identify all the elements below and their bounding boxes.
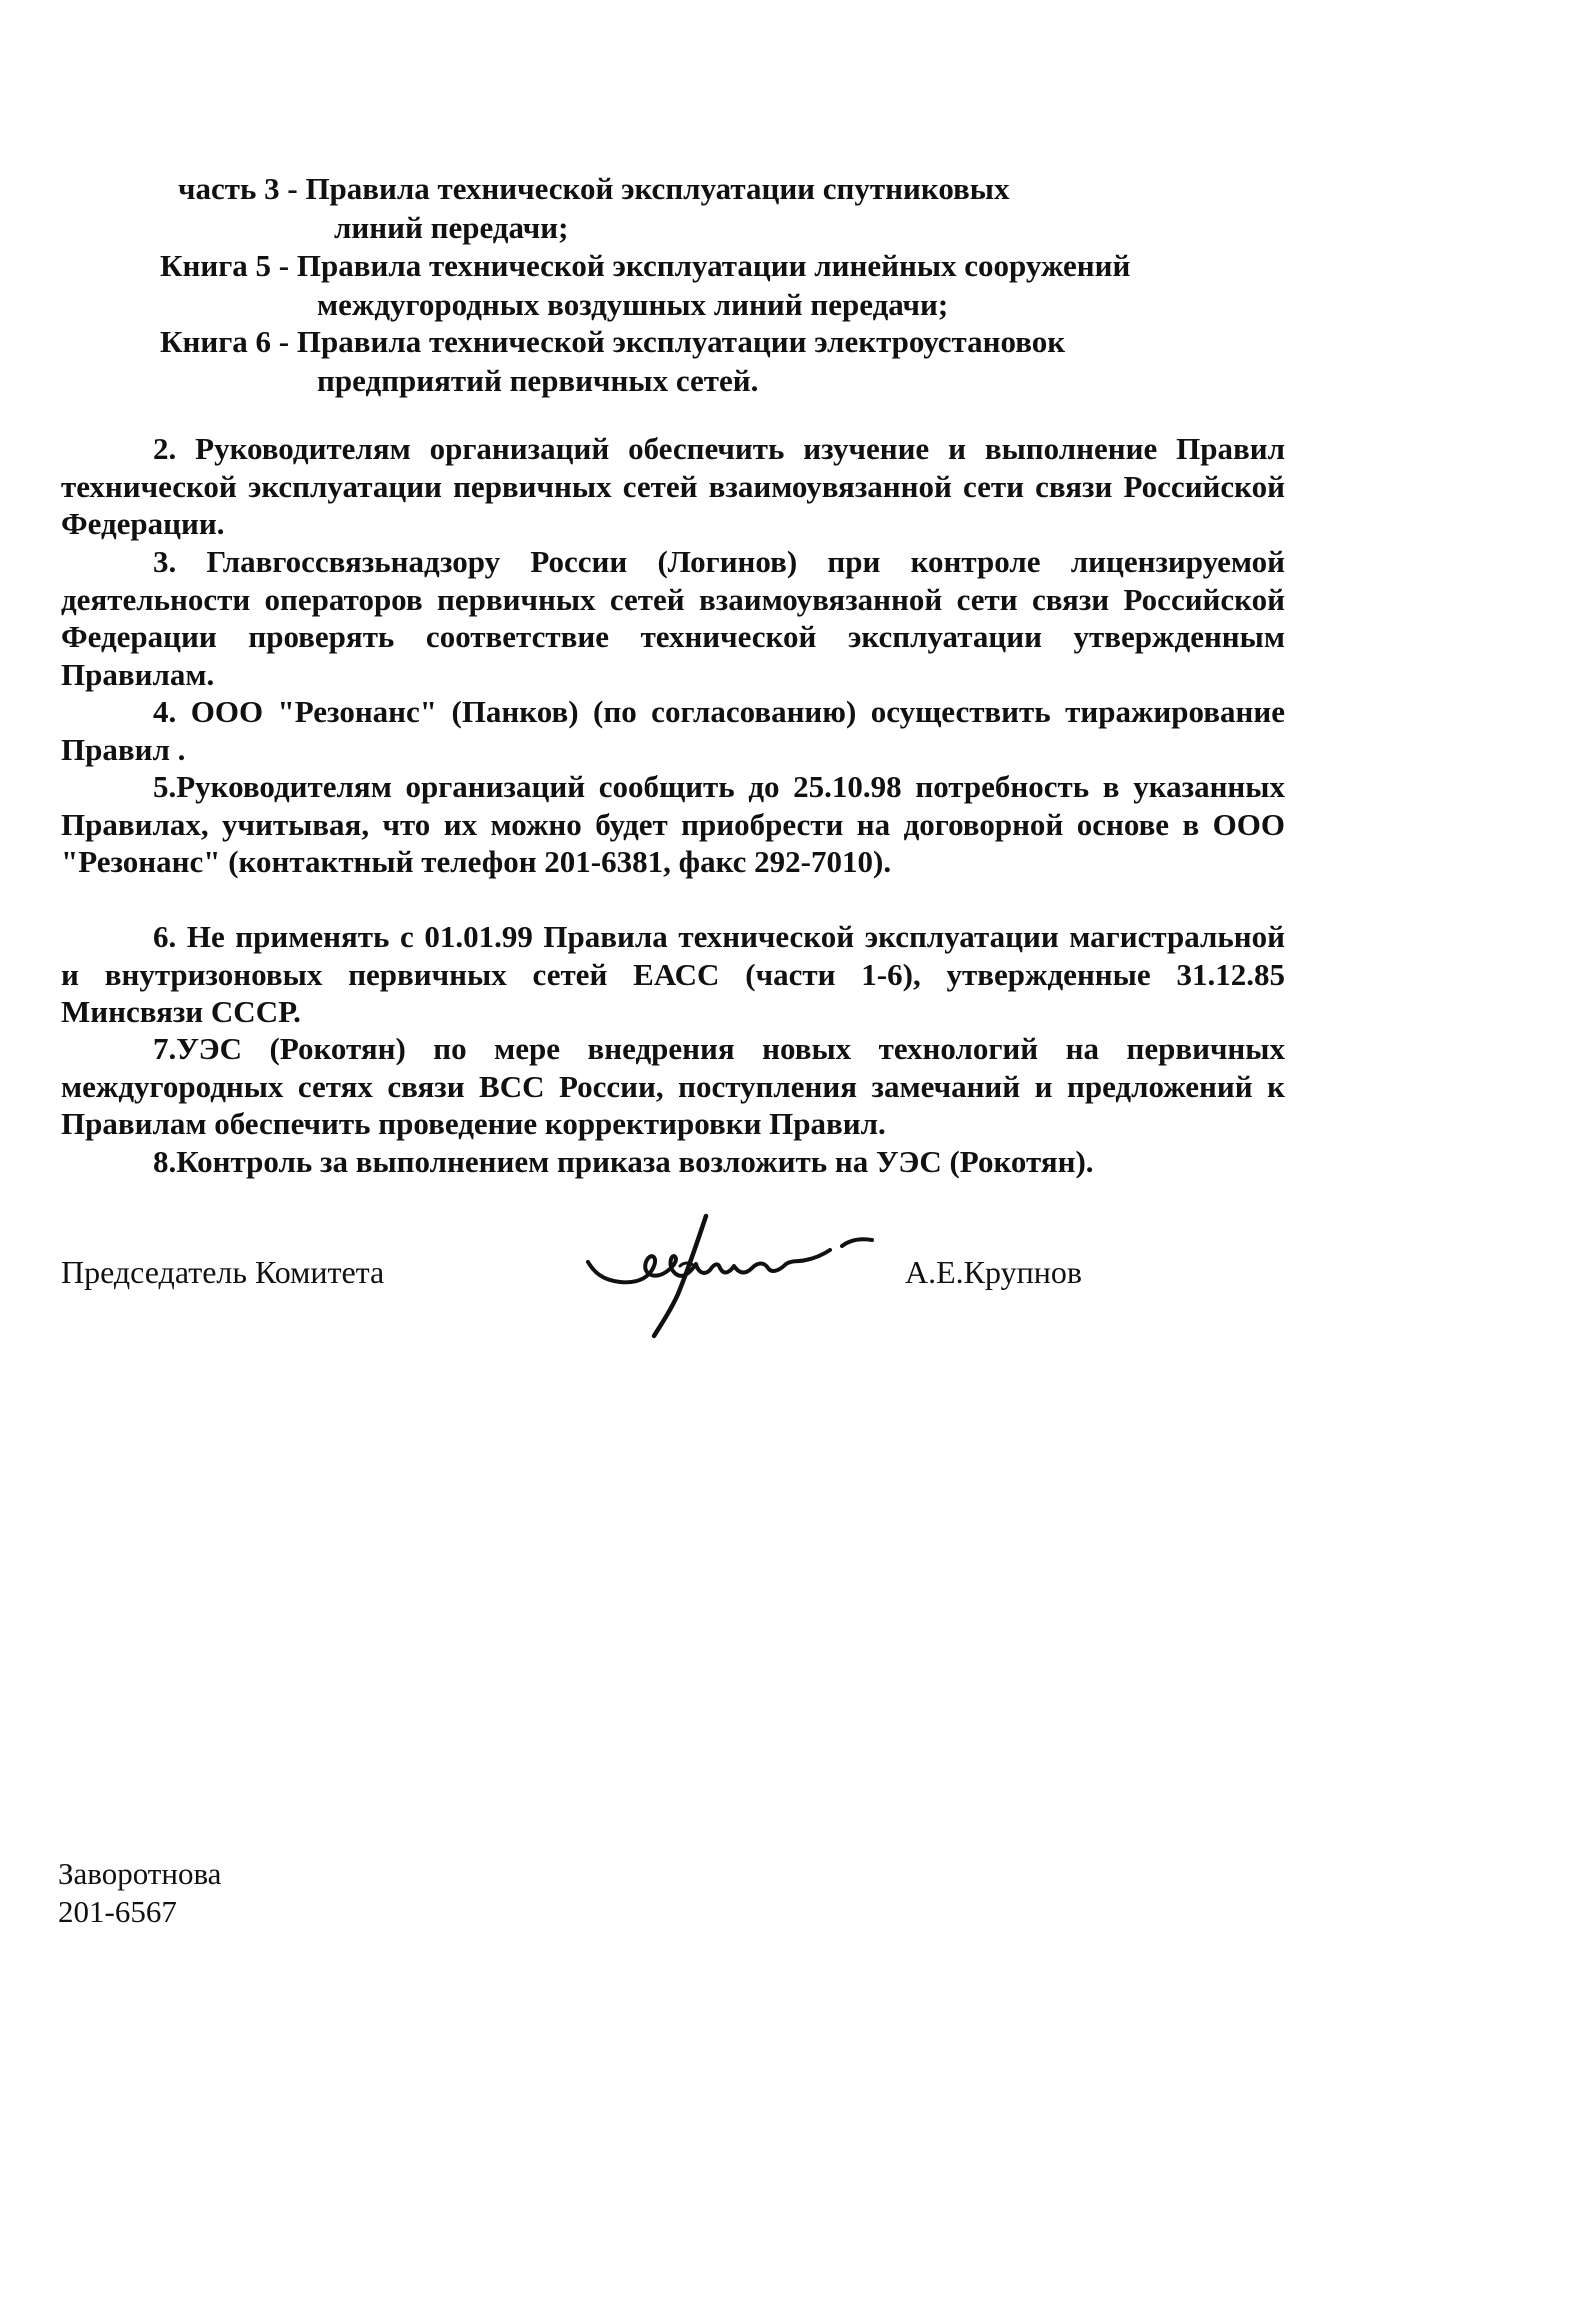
handwritten-signature (580, 1210, 910, 1340)
list-line-book6 (160, 323, 1065, 361)
paragraph-3: 3. Главгоссвязьнадзору России (Логинов) при контроле лицензируемой деятельности операторов первичных сетей взаимоувязанной сети связи Российской Федерации проверять соответствие технической эксплуатации утвержденным Правилам. (61, 544, 1285, 692)
paragraph-8: 8.Контроль за выполнением приказа возложить на УЭС (Рокотян). (153, 1144, 1094, 1179)
list-text: предприятий первичных сетей. (317, 363, 759, 398)
list-text: Правила технической эксплуатации спутниковых (305, 171, 1010, 206)
executor-name: Заворотнова (58, 1856, 222, 1891)
list-label: часть 3 - (178, 171, 298, 206)
paragraph-5: 5.Руководителям организаций сообщить до 25.10.98 потребность в указанных Правилах, учитывая, что их можно будет приобрести на договорной основе в ООО "Резонанс" (контактный телефон 201-6381, факс 292-7010). (61, 769, 1285, 879)
executor-phone: 201-6567 (58, 1894, 177, 1929)
paragraph-6: 6. Не применять с 01.01.99 Правила технической эксплуатации магистральной и внутризоновых первичных сетей ЕАСС (части 1-6), утвержденные 31.12.85 Минсвязи СССР. (61, 919, 1285, 1029)
list-line-part3-cont (334, 209, 568, 247)
list-text: междугородных воздушных линий передачи; (317, 287, 949, 322)
list-label: Книга 6 - (160, 324, 290, 359)
signer-name: А.Е.Крупнов (905, 1254, 1082, 1290)
list-text: линий передачи; (334, 210, 569, 245)
signer-title: Председатель Комитета (61, 1254, 385, 1290)
list-text: Правила технической эксплуатации линейных сооружений (296, 248, 1131, 283)
list-text: Правила технической эксплуатации электроустановок (296, 324, 1066, 359)
paragraph-2: 2. Руководителям организаций обеспечить изучение и выполнение Правил технической эксплуатации первичных сетей взаимоувязанной сети связи Российской Федерации. (61, 431, 1285, 541)
list-label: Книга 5 - (160, 248, 290, 283)
list-line-book5 (160, 247, 1130, 285)
list-line-book5-cont (317, 286, 948, 324)
paragraph-4: 4. ООО "Резонанс" (Панков) (по согласованию) осуществить тиражирование Правил . (61, 694, 1285, 767)
paragraph-7: 7.УЭС (Рокотян) по мере внедрения новых технологий на первичных междугородных сетях связи ВСС России, поступления замечаний и предложений к Правилам обеспечить проведение корректировки Правил. (61, 1031, 1285, 1141)
list-line-book6-cont (317, 362, 758, 400)
list-line-part3 (178, 170, 1010, 208)
